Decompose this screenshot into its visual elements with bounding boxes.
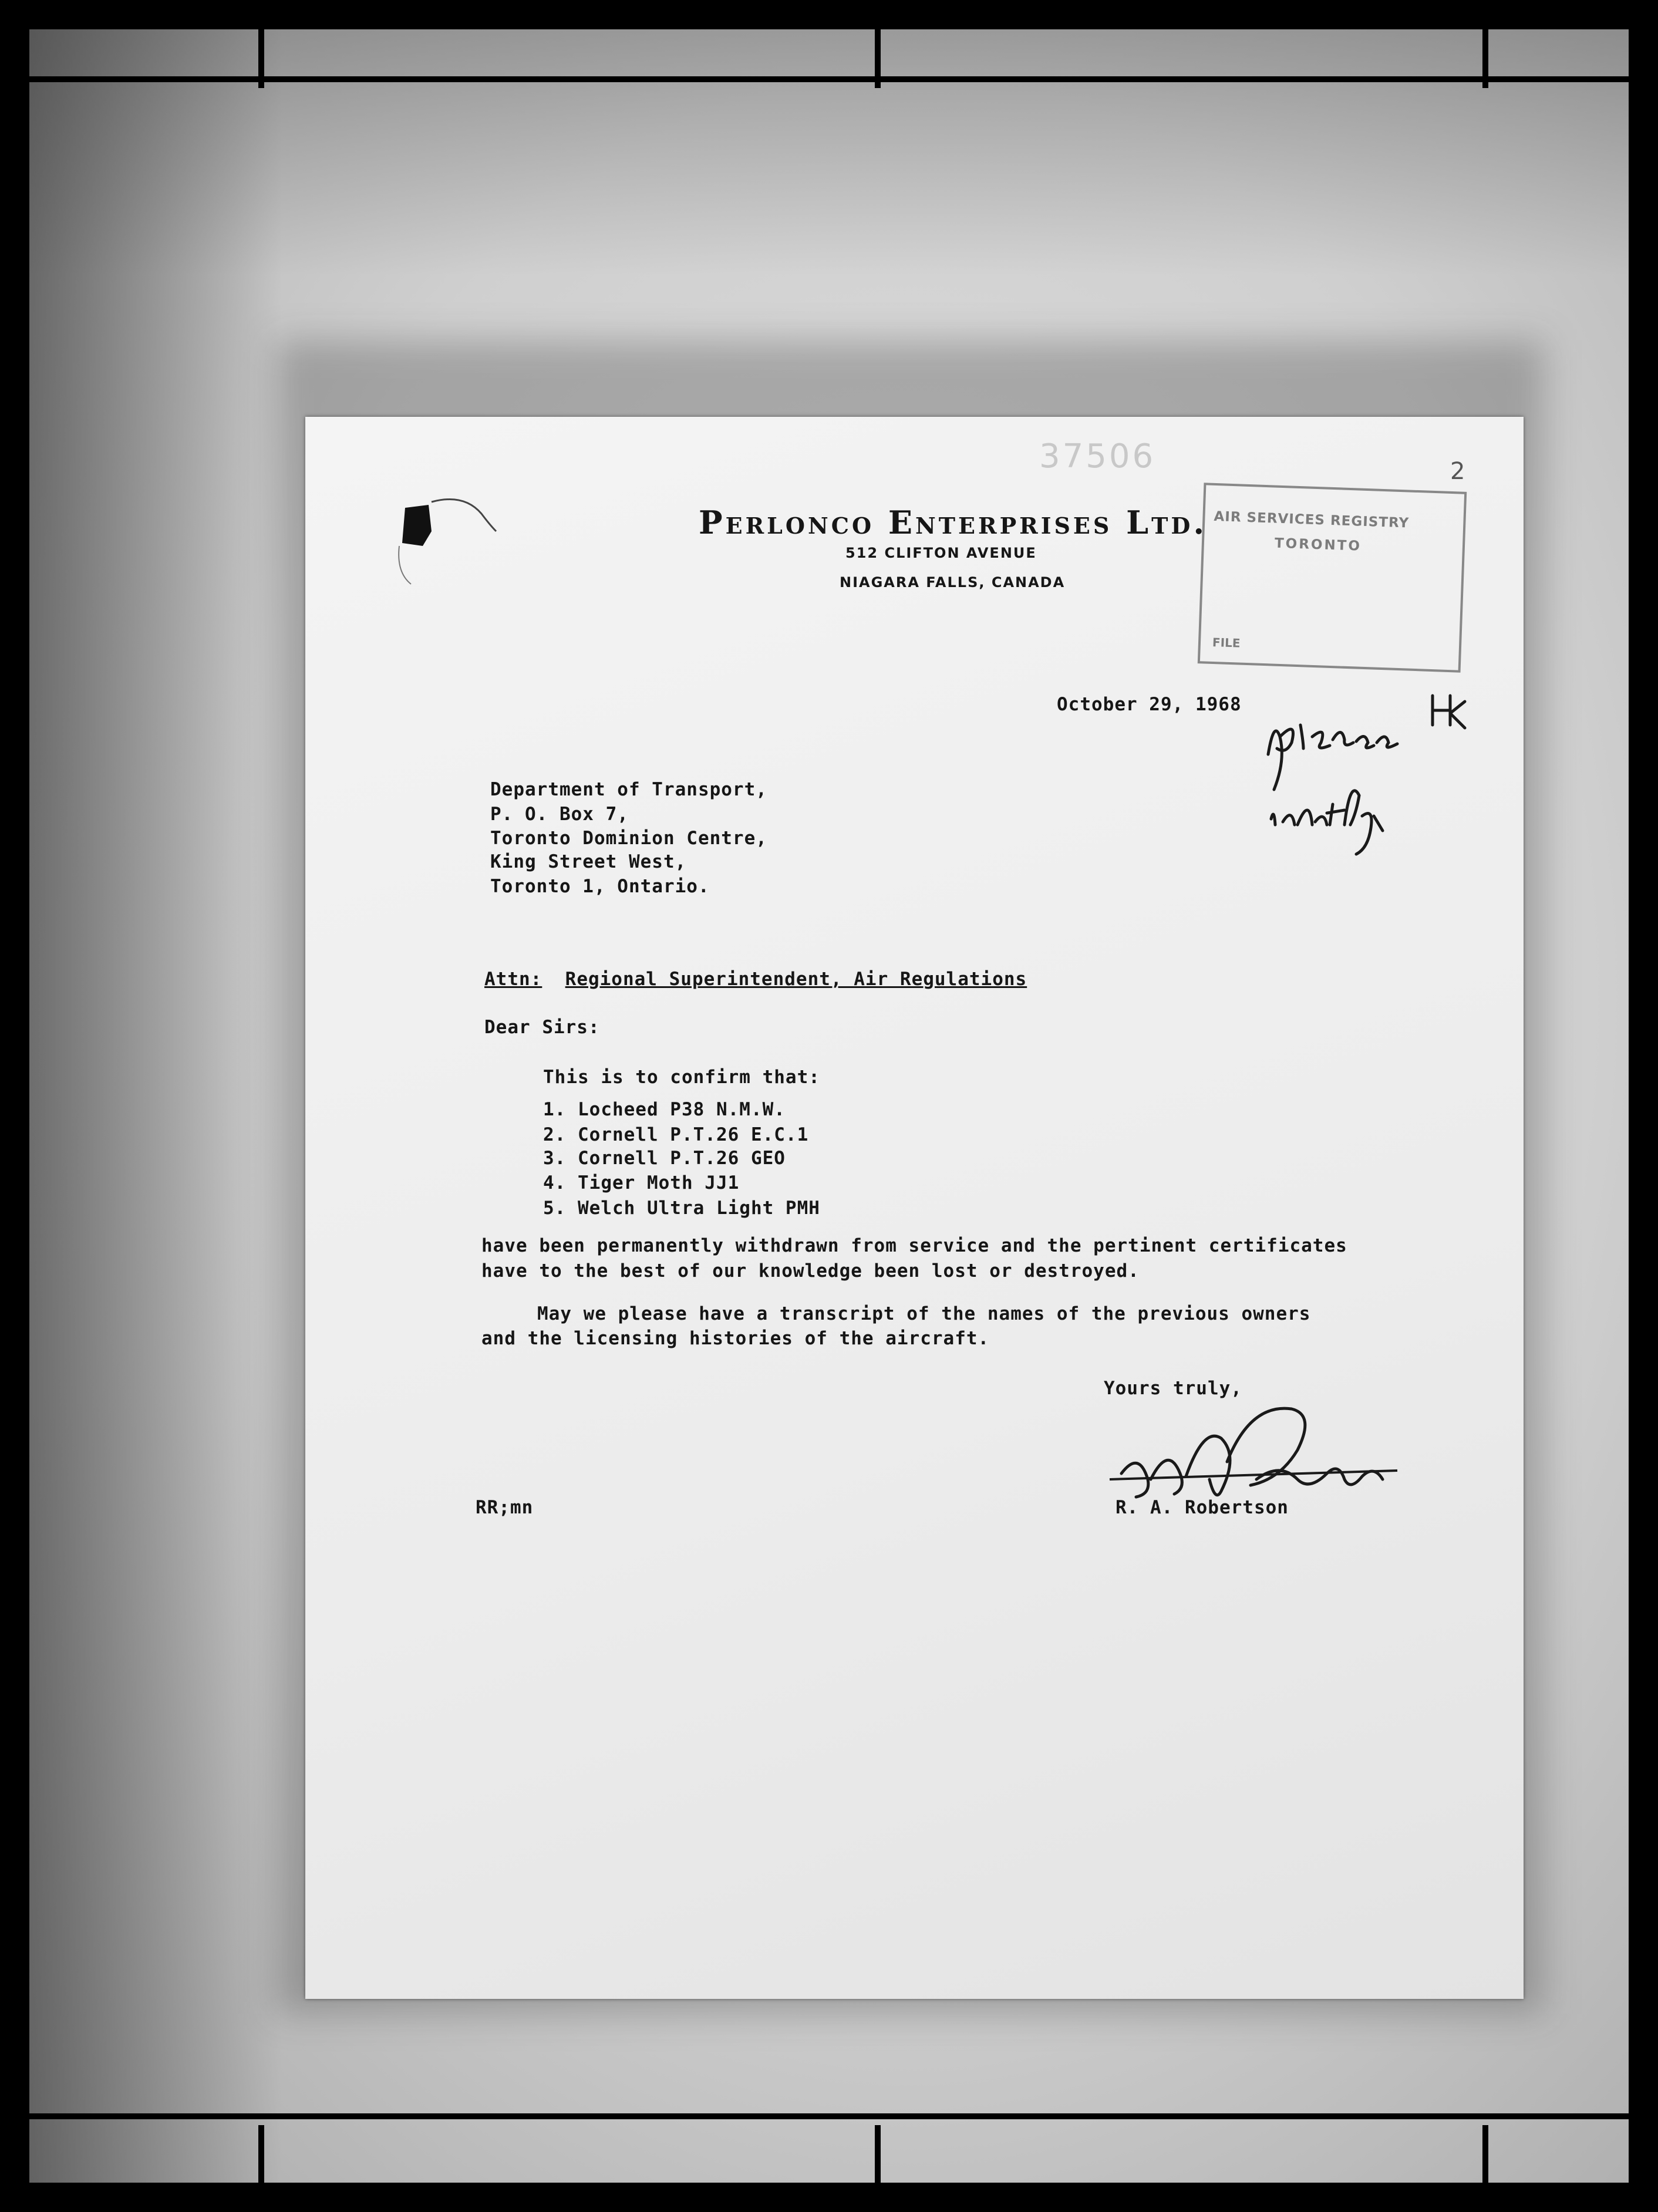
recipient-line: Toronto Dominion Centre, [490, 828, 767, 849]
attention-line [484, 967, 1027, 991]
corner-mark: 2 [1450, 458, 1465, 485]
stamp-line-1: AIR SERVICES REGISTRY [1214, 508, 1410, 531]
film-border-bottom [29, 2113, 1629, 2119]
body-paragraph-1-line-2: have to the best of our knowledge been lost or destroyed. [481, 1260, 1140, 1282]
film-tick-bottom-3 [1482, 2125, 1488, 2183]
stamp-line-2: TORONTO [1274, 535, 1362, 554]
background-shadow-left [29, 29, 282, 2183]
recipient-line: King Street West, [490, 851, 687, 872]
film-tick-bottom-1 [258, 2125, 264, 2183]
attention-text: Regional Superintendent, Air Regulations [565, 969, 1027, 990]
film-tick-bottom-2 [875, 2125, 881, 2183]
recipient-line: Department of Transport, [490, 779, 767, 800]
film-tick-top-1 [258, 29, 264, 88]
body-paragraph-1-line-1: have been permanently withdrawn from service and the pertinent certificates [481, 1235, 1347, 1256]
recipient-line: Toronto 1, Ontario. [490, 876, 710, 897]
film-border-top [29, 76, 1629, 82]
background-shadow-top [29, 29, 1629, 276]
aircraft-item: 2. Cornell P.T.26 E.C.1 [543, 1124, 809, 1145]
address-line-1: 512 CLIFTON AVENUE [845, 545, 1037, 561]
body-paragraph-2-line-2: and the licensing histories of the aircraft. [481, 1328, 990, 1349]
film-tick-top-2 [875, 29, 881, 88]
closing: Yours truly, [1104, 1378, 1242, 1399]
film-tick-top-3 [1482, 29, 1488, 88]
company-name: Perlonco Enterprises Ltd. [699, 504, 1208, 541]
signatory-name: R. A. Robertson [1116, 1497, 1289, 1518]
aircraft-item: 5. Welch Ultra Light PMH [543, 1198, 820, 1219]
aircraft-item: 3. Cornell P.T.26 GEO [543, 1148, 786, 1169]
salutation: Dear Sirs: [484, 1017, 600, 1038]
handwritten-note [1256, 690, 1468, 866]
file-number: 37506 [1039, 437, 1156, 476]
intro-line: This is to confirm that: [543, 1067, 820, 1088]
torn-corner-mark [387, 490, 523, 619]
aircraft-item: 1. Locheed P38 N.M.W. [543, 1099, 786, 1120]
body-paragraph-2-line-1: May we please have a transcript of the names of the previous owners [537, 1303, 1311, 1324]
letter-date: October 29, 1968 [1057, 694, 1242, 715]
letter-page [305, 417, 1524, 1999]
recipient-line: P. O. Box 7, [490, 804, 629, 825]
film-frame [29, 29, 1629, 2183]
reference-initials: RR;mn [476, 1497, 534, 1518]
address-line-2: NIAGARA FALLS, CANADA [840, 574, 1066, 591]
aircraft-item: 4. Tiger Moth JJ1 [543, 1172, 740, 1193]
attention-label: Attn: [484, 969, 542, 990]
registry-stamp [1198, 483, 1467, 672]
stamp-line-3: FILE [1212, 635, 1241, 650]
